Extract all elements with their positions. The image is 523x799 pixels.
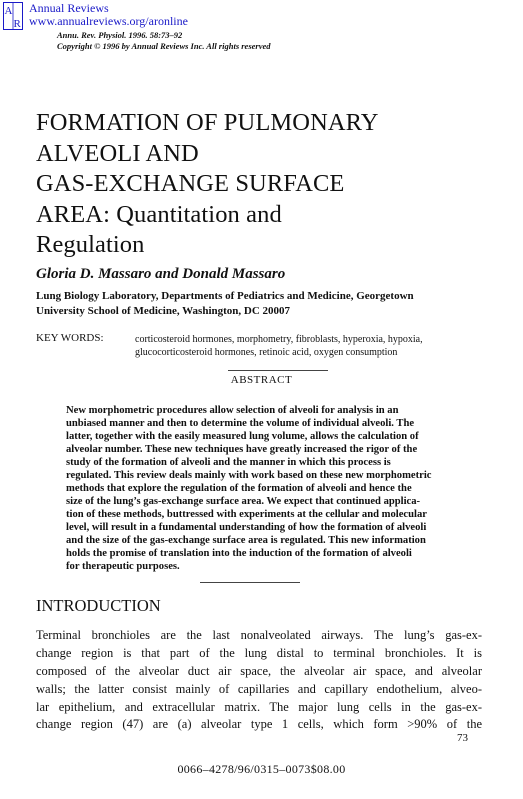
journal-citation: Annu. Rev. Physiol. 1996. 58:73–92	[57, 30, 183, 40]
abstract-line: New morphometric procedures allow selection of alveoli for analysis in an	[66, 405, 399, 416]
article-code: 0066–4278/96/0315–0073$08.00	[177, 762, 346, 776]
abstract-line: alveolar number. These new techniques have greatly increased the rigor of the	[66, 444, 418, 455]
abstract-line: unbiased manner and then to determine the volume of individual alveoli. The	[66, 418, 415, 429]
body-text-line: composed of the alveolar duct air space, the alveolar air space, and alveolar	[36, 664, 482, 678]
article-title	[36, 108, 466, 261]
publisher-logo-mark	[3, 2, 23, 30]
svg-text:R: R	[13, 18, 21, 30]
copyright-notice: Copyright © 1996 by Annual Reviews Inc. All rights reserved	[57, 41, 271, 51]
body-text-line: lar epithelium, and extracellular matrix. The major lung cells in the gas-ex-	[36, 700, 482, 714]
abstract-line: level, will result in a fundamental understanding of how the formation of alveoli	[66, 522, 427, 533]
publisher-logo	[3, 2, 23, 30]
body-text-line: change region (47) are (a) alveolar type 1 cells, which form >90% of the	[36, 717, 482, 731]
abstract-line: methods that explore the regulation of the formation of alveoli and hence the	[66, 483, 412, 494]
abstract-line: study of the formation of alveoli and the manner in which this process is	[66, 457, 391, 468]
keywords-label: KEY WORDS:	[36, 332, 104, 344]
title-line: FORMATION OF PULMONARY	[36, 109, 379, 136]
page-number: 73	[457, 732, 468, 744]
keywords-line: corticosteroid hormones, morphometry, fibroblasts, hyperoxia, hypoxia,	[135, 334, 423, 345]
abstract-line: and the size of the gas-exchange surface area is regulated. This new information	[66, 535, 426, 546]
title-line: AREA: Quantitation and	[36, 200, 282, 228]
abstract-line: for therapeutic purposes.	[66, 561, 180, 572]
abstract-bottom-divider	[200, 582, 300, 583]
introduction-heading: INTRODUCTION	[36, 596, 161, 615]
svg-text:A: A	[4, 5, 13, 17]
body-text-line: change region is that part of the lung distal to terminal bronchioles. It is	[36, 646, 482, 660]
body-text-line: walls; the latter consist mainly of capillaries and capillary endothelium, alveo-	[36, 682, 482, 696]
title-line: GAS-EXCHANGE SURFACE	[36, 170, 345, 197]
publisher-name[interactable]: Annual Reviews	[29, 1, 109, 15]
keywords-line: glucocorticosteroid hormones, retinoic acid, oxygen consumption	[135, 347, 398, 358]
abstract-line: size of the lung’s gas-exchange surface area. We expect that continued applica-	[66, 496, 421, 507]
affiliation-line: University School of Medicine, Washington, DC 20007	[36, 305, 291, 317]
abstract-line: latter, together with the easily measured lung volume, allows the calculation of	[66, 431, 419, 442]
body-text-line: Terminal bronchioles are the last nonalveolated airways. The lung’s gas-ex-	[36, 628, 482, 642]
abstract-line: regulated. This review deals mainly with work based on these new morphometric	[66, 470, 432, 481]
abstract-heading: ABSTRACT	[230, 374, 293, 386]
publisher-url-link[interactable]: www.annualreviews.org/aronline	[29, 14, 188, 28]
abstract-line: tion of these methods, buttressed with experiments at the cellular and molecular	[66, 509, 427, 520]
title-line: Regulation	[36, 231, 145, 258]
author-names: Gloria D. Massaro and Donald Massaro	[36, 266, 286, 282]
abstract-line: holds the promise of translation into the induction of the formation of alveoli	[66, 548, 412, 559]
affiliation-line: Lung Biology Laboratory, Departments of Pediatrics and Medicine, Georgetown	[36, 290, 414, 302]
abstract-top-divider	[228, 370, 328, 371]
title-line: ALVEOLI AND	[36, 139, 199, 167]
